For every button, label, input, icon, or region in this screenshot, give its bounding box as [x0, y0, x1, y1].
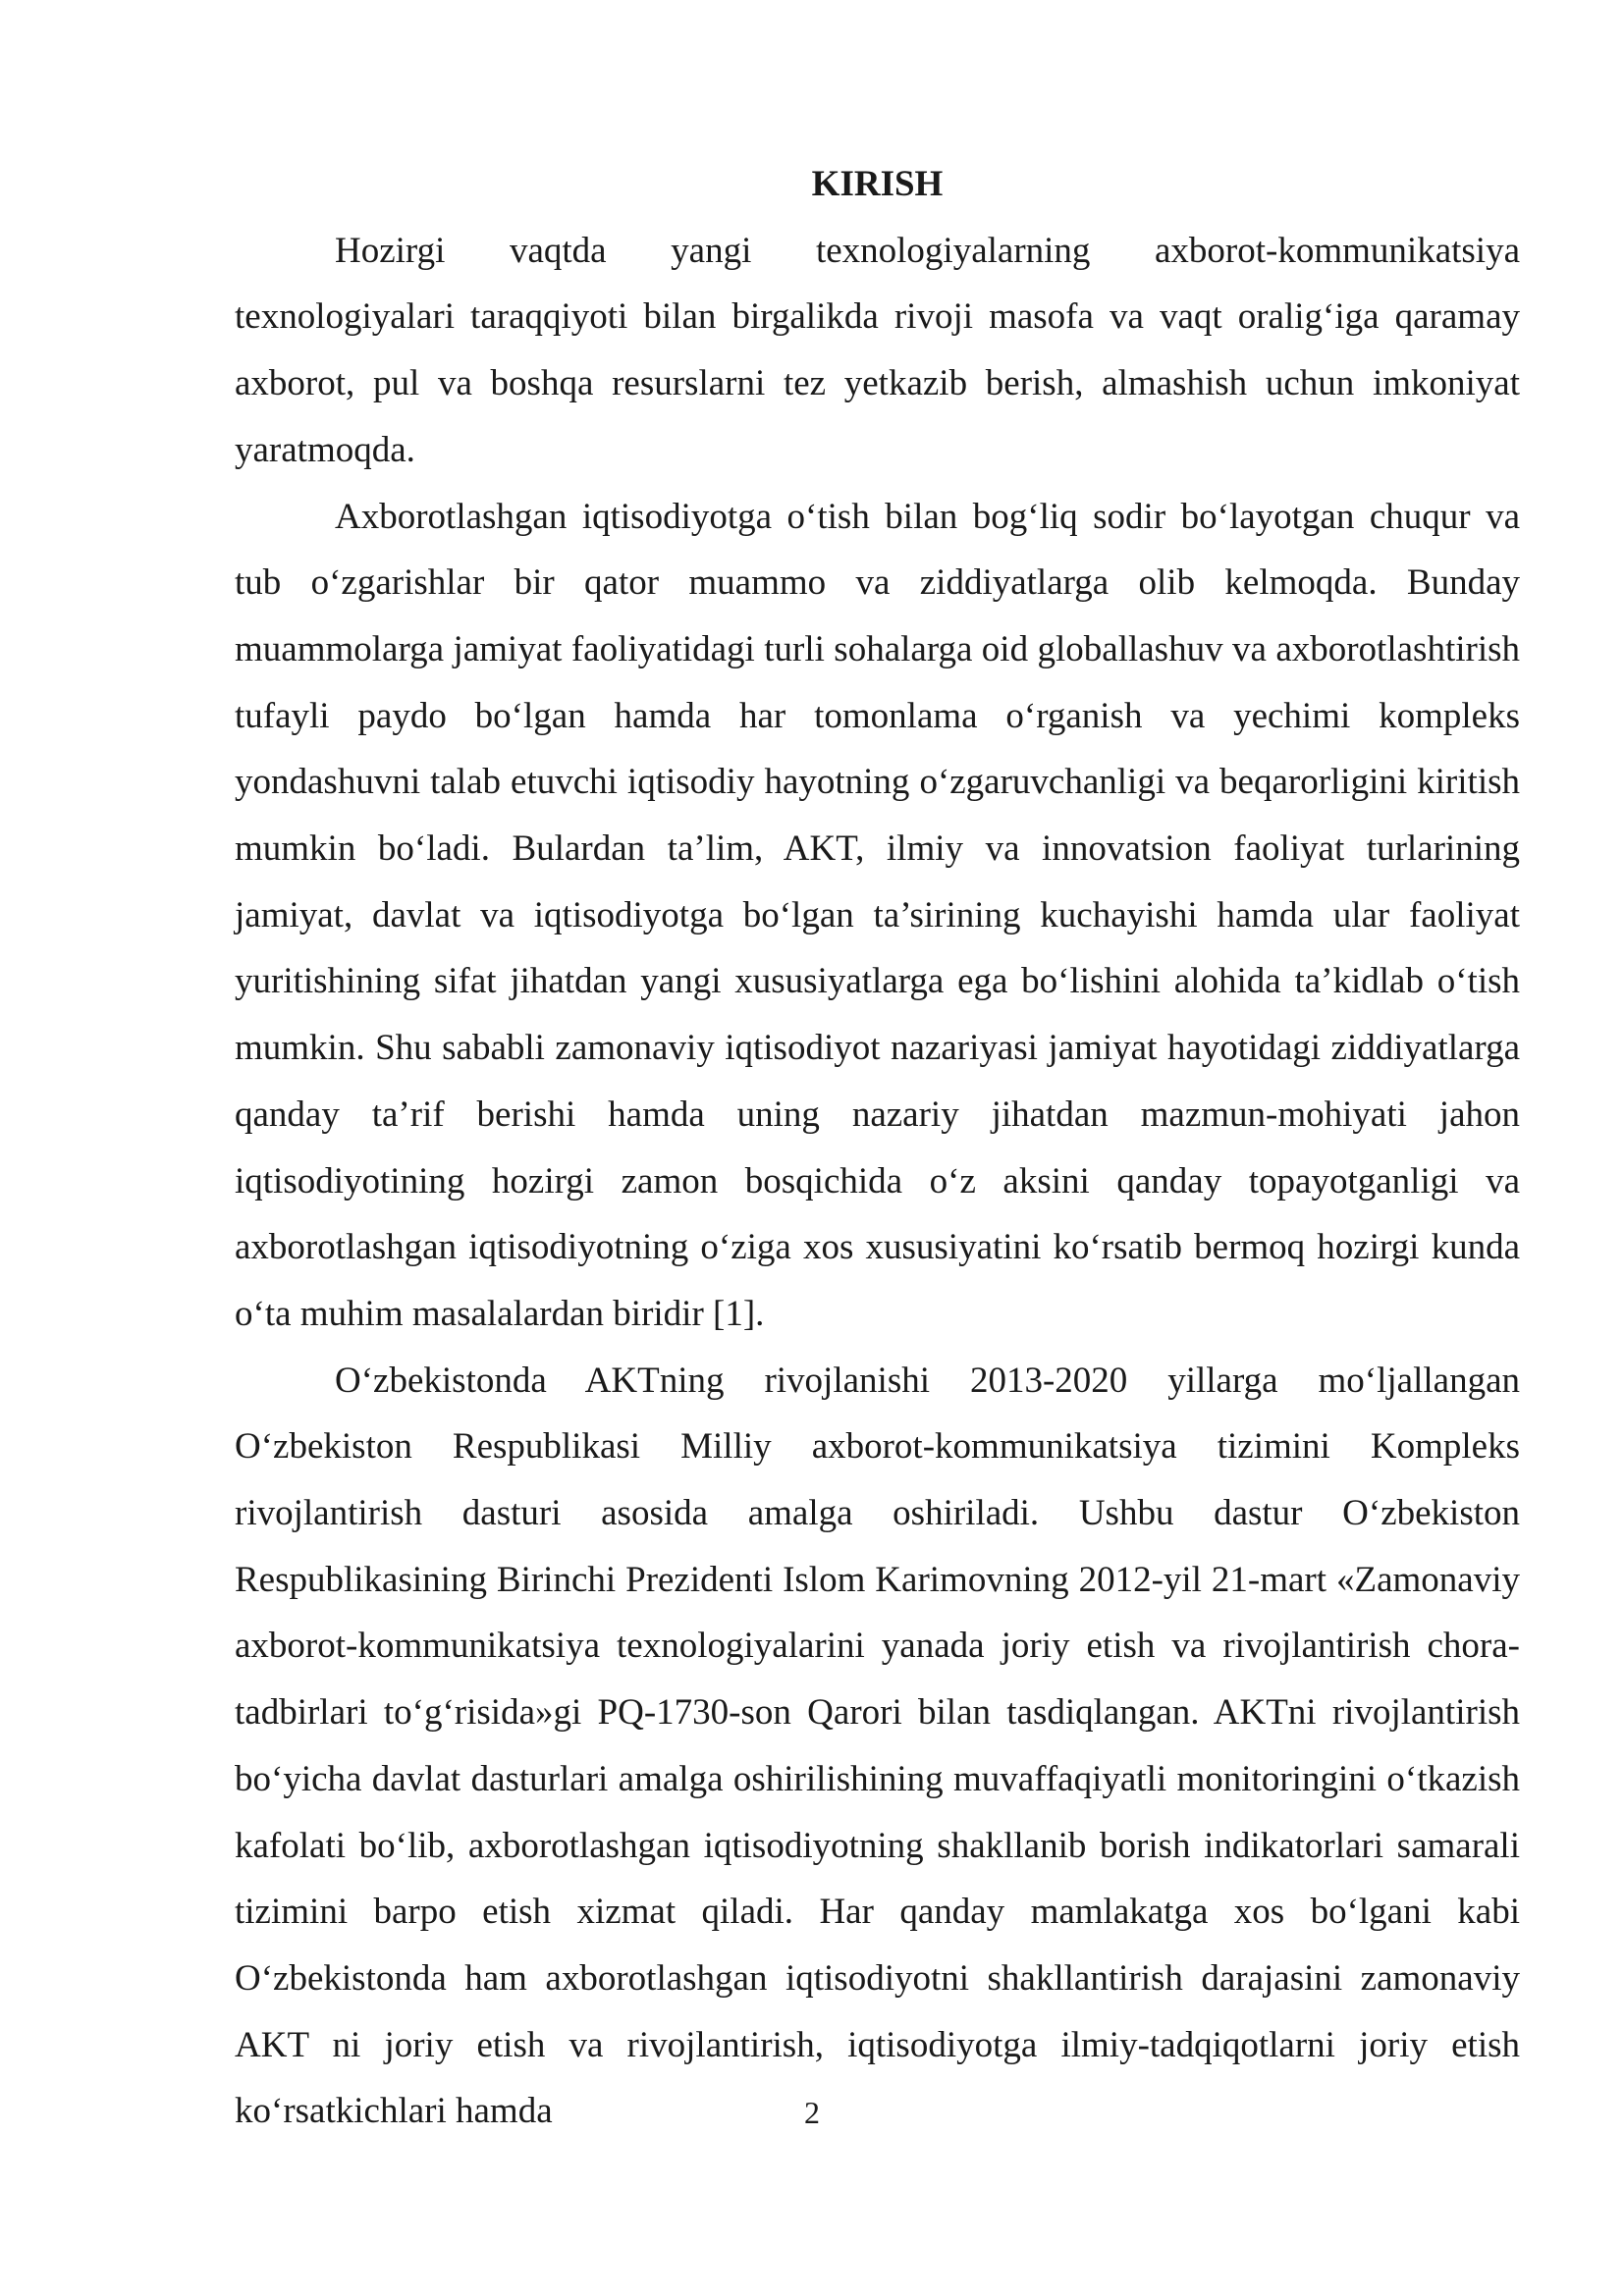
page-number: 2 [804, 2095, 820, 2130]
paragraph-economy: Axborotlashgan iqtisodiyotga o‘tish bilan bog‘liq sodir bo‘layotgan chuqur va tub o‘zgarishlar bir qator muammo va ziddiyatlarga olib kelmoqda. Bunday muammolarga jamiyat faoliyatidagi turli sohalarga oid globallashuv va axborotlashtirish tufayli paydo bo‘lgan hamda har tomonlama o‘rganish va yechimi kompleks yondashuvni talab etuvchi iqtisodiy hayotning o‘zgaruvchanligi va beqarorligini kiritish mumkin bo‘ladi. Bulardan ta’lim, AKT, ilmiy va innovatsion faoliyat turlarining jamiyat, davlat va iqtisodiyotga bo‘lgan ta’sirining kuchayishi hamda ular faoliyat yuritishining sifat jihatdan yangi xususiyatlarga ega bo‘lishini alohida ta’kidlab o‘tish mumkin. Shu sababli zamonaviy iqtisodiyot nazariyasi jamiyat hayotidagi ziddiyatlarga qanday ta’rif berishi hamda uning nazariy jihatdan mazmun-mohiyati jahon iqtisodiyotining hozirgi zamon bosqichida o‘z aksini qanday topayotganligi va axborotlashgan iqtisodiyotning o‘ziga xos xususiyatini ko‘rsatib bermoq hozirgi kunda o‘ta muhim masalalardan biridir [1]. [235, 496, 1520, 1334]
paragraph-intro: Hozirgi vaqtda yangi texnologiyalarning axborot-kommunikatsiya texnologiyalari taraqqiyoti bilan birgalikda rivoji masofa va vaqt oralig‘iga qaramay axborot, pul va boshqa resurslarni tez yetkazib berish, almashish uchun imkoniyat yaratmoqda. [235, 230, 1520, 470]
paragraph-uzbekistan: O‘zbekistonda AKTning rivojlanishi 2013-2020 yillarga mo‘ljallangan O‘zbekiston Respublikasi Milliy axborot-kommunikatsiya tizimini Kompleks rivojlantirish dasturi asosida amalga oshiriladi. Ushbu dastur O‘zbekiston Respublikasining Birinchi Prezidenti Islom Karimovning 2012-yil 21-mart «Zamonaviy axborot-kommunikatsiya texnologiyalarini yanada joriy etish va rivojlantirish chora-tadbirlari to‘g‘risida»gi PQ-1730-son Qarori bilan tasdiqlangan. AKTni rivojlantirish bo‘yicha davlat dasturlari amalga oshirilishining muvaffaqiyatli monitoringini o‘tkazish kafolati bo‘lib, axborotlashgan iqtisodiyotning shakllanib borish indikatorlari samarali tizimini barpo etish xizmat qiladi. Har qanday mamlakatga xos bo‘lgani kabi O‘zbekistonda ham axborotlashgan iqtisodiyotni shakllantirish darajasini zamonaviy AKT ni joriy etish va rivojlantirish, iqtisodiyotga ilmiy-tadqiqotlarni joriy etish ko‘rsatkichlari hamda [235, 1360, 1520, 2132]
section-title: KIRISH [811, 164, 944, 204]
page-content [235, 151, 1520, 2145]
